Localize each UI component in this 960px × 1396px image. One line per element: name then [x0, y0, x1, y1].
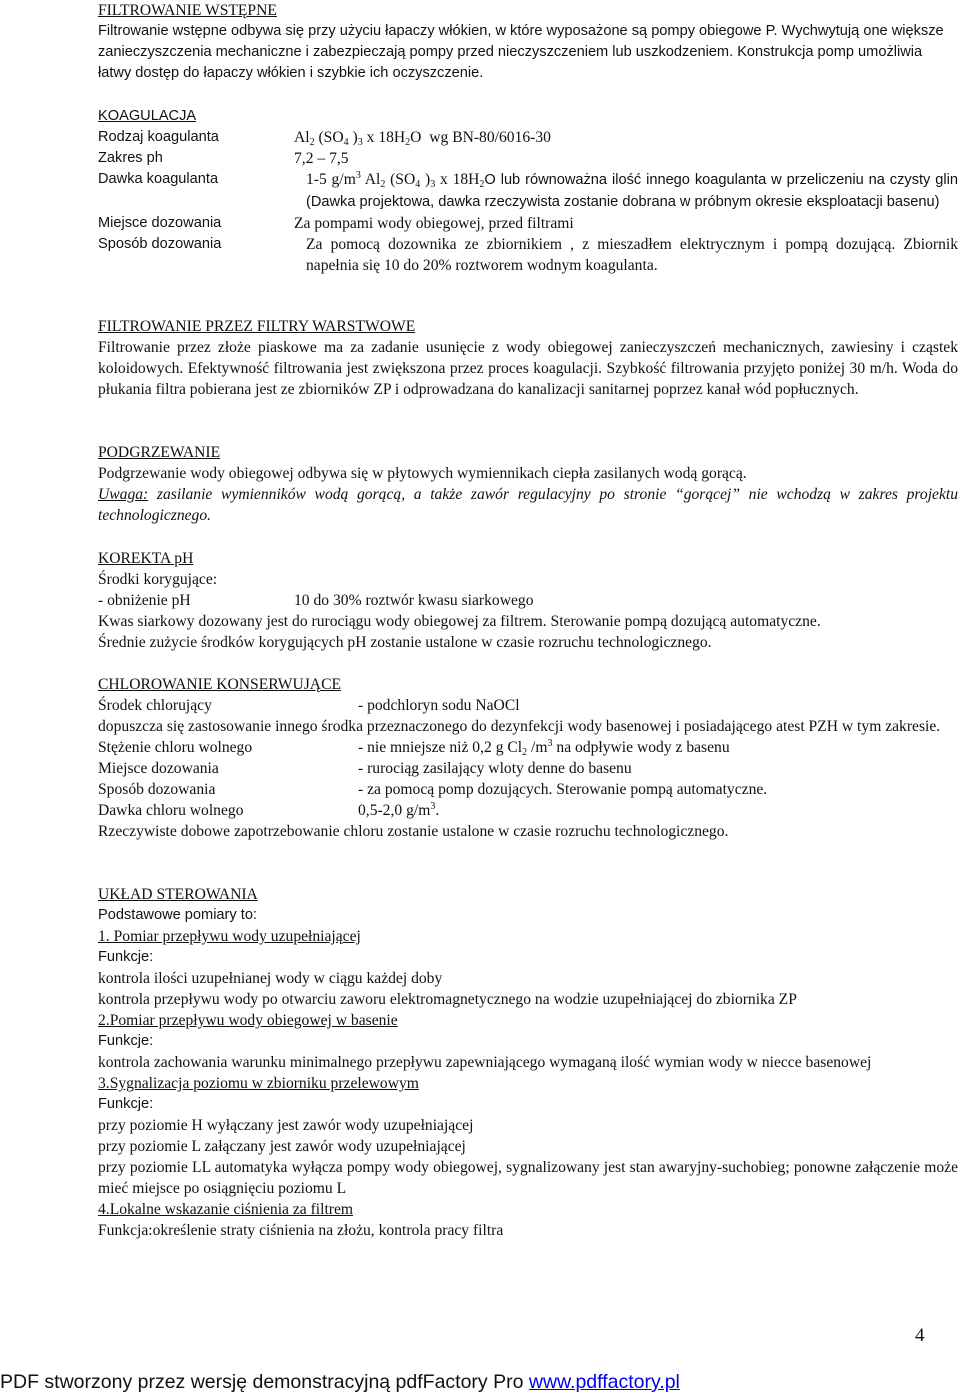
field-value: $Al_2$ ($SO_4$ )$_3$ x $18H_2O$ wg BN-80/6016-30	[294, 129, 551, 148]
ph-range-row	[98, 148, 958, 169]
chlorine-dose-row	[98, 800, 958, 821]
subsection-heading: 4.Lokalne wskazanie ciśnienia za filtrem	[98, 1201, 354, 1218]
field-label: - obniżenie pH	[98, 592, 191, 609]
field-label: Dawka koagulanta	[98, 171, 219, 187]
footer-link[interactable]: www.pdffactory.pl	[528, 1371, 680, 1393]
dosing-place-row	[98, 758, 958, 779]
paragraph: dopuszcza się zastosowanie innego środka przeznaczonego do dezynfekcji wody basenowej i posiadającego atest PZH w tym zakresie.	[98, 718, 941, 735]
paragraph: Kwas siarkowy dozowany jest do rurociągu wody obiegowej za filtrem. Sterowanie pompą dozującą automatyczne.	[98, 613, 821, 630]
field-value: - nie mniejsze niż 0,2 g $Cl_2$ $/m^3$ na odpływie wody z basenu	[358, 738, 730, 758]
dosing-method-row	[98, 779, 958, 800]
field-value: - rurociąg zasilający wloty denne do basenu	[358, 760, 632, 777]
chlorine-concentration-row	[98, 737, 958, 758]
paragraph: Filtrowanie przez złoże piaskowe ma za zadanie usunięcie z wody obiegowej zanieczyszczeń mechanicznych, zawiesiny i cząstek koloidowych. Efektywność filtrowania jest zwiększona przez proces koagulacji. Szybkość filtrowania przyjęto poniżej 30 m/h. Woda do płukania filtra pobierana jest ze zbiorników ZP i odprowadzana do kanalizacji sanitarnej poprzez kanał wód popłucznych.	[98, 339, 958, 398]
functions-label: Funkcje:	[98, 1096, 154, 1112]
paragraph: Rzeczywiste dobowe zapotrzebowanie chloru zostanie ustalone w czasie rozruchu technologicznego.	[98, 823, 729, 840]
list-item: przy poziomie H wyłączany jest zawór wody uzupełniającej	[98, 1117, 474, 1134]
note-paragraph: Uwaga: zasilanie wymienników wodą gorącą, a także zawór regulacyjny po stronie “gorącej” nie wchodzą w zakres projektu technologicznego.	[98, 486, 958, 524]
functions-label: Funkcje:	[98, 1033, 154, 1049]
list-item: Funkcja:określenie straty ciśnienia na złożu, kontrola pracy filtra	[98, 1222, 504, 1239]
field-value: 0,5-2,0 $g/m^3$.	[358, 801, 440, 819]
field-label: Miejsce dozowania	[98, 215, 222, 231]
field-label: Miejsce dozowania	[98, 760, 219, 777]
section-heading: FILTROWANIE PRZEZ FILTRY WARSTWOWE	[98, 318, 416, 335]
section-koagulacja	[98, 106, 958, 276]
section-heading: FILTROWANIE WSTĘPNE	[98, 2, 277, 19]
paragraph: Środki korygujące:	[98, 571, 218, 588]
field-value: Za pomocą dozownika ze zbiornikiem , z mieszadłem elektrycznym i pompą dozującą. Zbiornik napełnia się 10 do 20% roztworem wodnym koagulanta.	[306, 236, 958, 274]
koagulant-type-row	[98, 127, 958, 148]
section-filtrowanie-wstepne	[98, 0, 958, 84]
functions-label: Funkcje:	[98, 949, 154, 965]
section-filtrowanie-warstwowe	[98, 316, 958, 400]
dosing-method-row	[98, 234, 958, 276]
field-label: Stężenie chloru wolnego	[98, 739, 253, 756]
paragraph: Filtrowanie wstępne odbywa się przy użyciu łapaczy włókien, w które wyposażone są pompy obiegowe P. Wychwytują one większe zanieczyszczenia mechaniczne i zabezpieczają pompy przed nieczyszczeniem lub uszkodzeniem. Konstrukcja pomp umożliwia łatwy dostęp do łapaczy włókien i szybkie ich oczyszczenie.	[98, 23, 944, 81]
footer-text: PDF stworzony przez wersję demonstracyjną pdfFactory Pro	[0, 1371, 529, 1393]
section-korekta-ph	[98, 548, 958, 653]
subsection-heading: 1. Pomiar przepływu wody uzupełniającej	[98, 928, 361, 945]
section-heading: CHLOROWANIE KONSERWUJĄCE	[98, 676, 341, 693]
field-label: Rodzaj koagulanta	[98, 129, 219, 145]
field-value: - podchloryn sodu NaOCl	[358, 697, 520, 714]
ph-lowering-row	[98, 590, 958, 611]
field-value: Za pompami wody obiegowej, przed filtrami	[294, 215, 574, 232]
field-label: Zakres ph	[98, 150, 163, 166]
dose-row	[98, 169, 958, 213]
section-heading: KOREKTA pH	[98, 550, 194, 567]
field-value: 1-5 $g/m^3$ $Al_2$ ($SO_4$ )$_3$ x $18H_2O$ lub równoważna ilość innego koagulanta w przeliczeniu na czysty glin (Dawka projektowa, dawka rzeczywista zostanie dobrana w próbnym okresie eksploatacji basenu)	[306, 170, 958, 210]
pdf-footer	[0, 1370, 960, 1394]
field-label: Sposób dozowania	[98, 781, 216, 798]
section-heading: PODGRZEWANIE	[98, 444, 221, 461]
section-heading: KOAGULACJA	[98, 108, 197, 124]
section-chlorowanie	[98, 674, 958, 842]
standard-reference: wg BN-80/6016-30	[429, 129, 551, 146]
section-sterowanie	[98, 884, 958, 1241]
field-label: Sposób dozowania	[98, 236, 222, 252]
paragraph: Podstawowe pomiary to:	[98, 907, 257, 923]
field-value: 7,2 – 7,5	[294, 150, 349, 167]
dosing-place-row	[98, 213, 958, 234]
list-item: kontrola przepływu wody po otwarciu zaworu elektromagnetycznego na wodzie uzupełniającej do zbiornika ZP	[98, 991, 797, 1008]
list-item: kontrola ilości uzupełnianej wody w ciągu każdej doby	[98, 970, 443, 987]
field-label: Dawka chloru wolnego	[98, 802, 244, 819]
subsection-heading: 3.Sygnalizacja poziomu w zbiorniku przelewowym	[98, 1075, 419, 1092]
chlorine-agent-row	[98, 695, 958, 716]
field-value: 10 do 30% roztwór kwasu siarkowego	[294, 592, 534, 609]
note-label: Uwaga:	[98, 486, 149, 503]
field-value: - za pomocą pomp dozujących. Sterowanie pompą automatyczne.	[358, 781, 768, 798]
field-label: Środek chlorujący	[98, 697, 212, 714]
paragraph: Średnie zużycie środków korygujących pH zostanie ustalone w czasie rozruchu technologicznego.	[98, 634, 712, 651]
section-podgrzewanie	[98, 442, 958, 526]
subsection-heading: 2.Pomiar przepływu wody obiegowej w basenie	[98, 1012, 398, 1029]
page-number: 4	[915, 1325, 925, 1346]
list-item: kontrola zachowania warunku minimalnego przepływu zapewniającego wymaganą ilość wymian wody w niecce basenowej	[98, 1054, 872, 1071]
section-heading: UKŁAD STEROWANIA	[98, 886, 258, 903]
list-item: przy poziomie L załączany jest zawór wody uzupełniającej	[98, 1138, 466, 1155]
list-item: przy poziomie LL automatyka wyłącza pompy wody obiegowej, sygnalizowany jest stan awaryjny-suchobieg; ponowne załączenie może mieć miejsce po osiągnięciu poziomu L	[98, 1159, 958, 1197]
paragraph: Podgrzewanie wody obiegowej odbywa się w płytowych wymiennikach ciepła zasilanych wodą gorącą.	[98, 465, 747, 482]
